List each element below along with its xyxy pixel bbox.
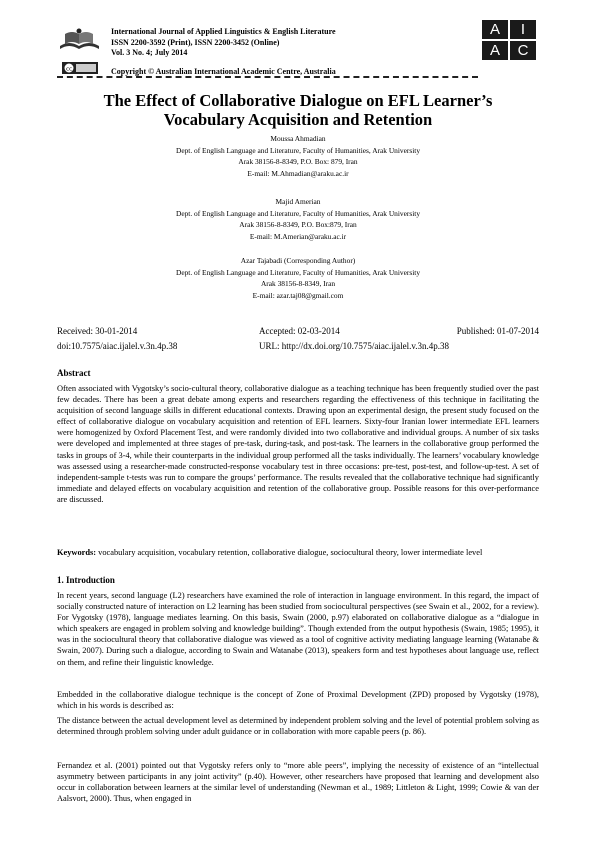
author-name: Azar Tajabadi (Corresponding Author)	[240, 256, 356, 265]
article-url[interactable]: URL: http://dx.doi.org/10.7575/aiac.ijalel.v.3n.4p.38	[259, 341, 449, 351]
abstract-heading: Abstract	[57, 368, 91, 378]
aiac-letter: C	[510, 41, 536, 60]
intro-paragraph-3: Fernandez et al. (2001) pointed out that Vygotsky refers only to “more able peers”, implying the necessity of existence of an “intellectual asymmetry between participants in any joint activity” (p.40). However, other researchers have proposed that learning and development also occur in collaboration between learners at the similar level of understanding (Newman et al., 1989; Littleton & Light, 1999; Cowie & van der Aalsvort, 2000). Thus, when engaged in	[57, 761, 539, 804]
keywords	[57, 547, 539, 558]
keywords-list: vocabulary acquisition, vocabulary retention, collaborative dialogue, sociocultural theory, lower intermediate level	[98, 548, 483, 557]
aiac-letter: A	[482, 20, 508, 39]
author-address: Arak 38156-8-8349, P.O. Box:879, Iran	[239, 220, 357, 229]
author-email[interactable]: E-mail: M.Amerian@araku.ac.ir	[249, 231, 347, 241]
published-date: Published: 01-07-2014	[456, 326, 539, 336]
doi[interactable]: doi:10.7575/aiac.ijalel.v.3n.4p.38	[57, 341, 178, 351]
aiac-letter: I	[510, 20, 536, 39]
title-line-1: The Effect of Collaborative Dialogue on EFL Learner’s	[103, 91, 493, 110]
author-name: Majid Amerian	[275, 197, 321, 206]
journal-info	[111, 27, 336, 59]
author-email[interactable]: E-mail: azar.taj08@gmail.com	[252, 290, 344, 300]
author-dept: Dept. of English Language and Literature, Faculty of Humanities, Arak University	[175, 208, 421, 218]
abstract-text: Often associated with Vygotsky’s socio-cultural theory, collaborative dialogue as a teaching technique has been frequently studied over the past few decades. There has been a great debate among experts and researchers regarding the effectiveness of this technique in facilitating the acquisition of second language skills in different educational contexts. Drawing upon an experimental design, the present study focused on the effect of collaborative dialogue on vocabulary acquisition and retention of EFL learners. Sixty-four Iranian lower intermediate EFL learners were homogenized by Oxford Placement Test, and were randomly divided into two collaborative and individual groups. A number of six tasks were developed and implemented at three stages of pre-task, during-task, and post-task. The learners in the collaborative group performed the tasks in groups of 3-4, while their counterparts in the individual group performed all the tasks individually. The learners’ vocabulary knowledge was assessed using a researcher-made constructed-response vocabulary test in three occasions: pre-test, post-test, and follow-up-test. A set of independent-sample t-tests was run to compare the groups’ performance. The results revealed that the collaborative technique had significantly immediate and delayed effects on vocabulary acquisition and retention of the collaborative group. Possible reasons for this over-performance are discussed.	[57, 384, 539, 504]
header-divider	[57, 76, 478, 78]
journal-volume: Vol. 3 No. 4; July 2014	[111, 48, 188, 57]
author-dept: Dept. of English Language and Literature, Faculty of Humanities, Arak University	[175, 267, 421, 277]
aiac-letter: A	[482, 41, 508, 60]
author-3	[57, 255, 539, 301]
author-2	[57, 196, 539, 242]
keywords-label: Keywords:	[57, 548, 97, 557]
journal-logo	[57, 26, 102, 52]
intro-quote: The distance between the actual development level as determined by independent problem solving and the level of potential problem solving as determined through problem solving under adult guidance or in collaboration with more capable peers (p. 86).	[57, 716, 539, 737]
journal-header	[57, 20, 539, 76]
paper-title	[57, 91, 539, 129]
author-dept: Dept. of English Language and Literature, Faculty of Humanities, Arak University	[175, 145, 421, 155]
author-address: Arak 38156-8-8349, Iran	[260, 279, 336, 288]
svg-text:cc: cc	[66, 66, 73, 73]
intro-paragraph-2: Embedded in the collaborative dialogue technique is the concept of Zone of Proximal Development (ZPD) proposed by Vygotsky (1978), which in his words is described as:	[57, 690, 539, 711]
author-1	[57, 133, 539, 179]
introduction-heading: 1. Introduction	[57, 575, 115, 585]
author-address: Arak 38156-8-8349, P.O. Box: 879, Iran	[238, 157, 358, 166]
intro-paragraph-1: In recent years, second language (L2) researchers have examined the role of interaction in language environment. In this regard, the impact of socially constructed nature of interaction on L2 learning has been studied from sociocultural perspectives (see Swain et al., 2002, for a review). For Vygotsky (1978), language mediates learning. On this basis, Swain (2000, p.97) elaborated on collaborative dialogue as a “dialogue in which speakers are engaged in problem solving and knowledge building”. Though extended from the output hypothesis (Swain, 1985; 1995), it was in the sociocultural theory that collaborative dialogue was viewed as a tool of cognitive activity mediating language learning (Watanabe & Swain, 2007). During such a dialogue, according to Swain and Watanabe (2013), speakers form and test hypotheses about language use, reflect on them, and refine their linguistic knowledge.	[57, 591, 539, 667]
author-email[interactable]: E-mail: M.Ahmadian@araku.ac.ir	[247, 168, 349, 178]
title-line-2: Vocabulary Acquisition and Retention	[163, 110, 433, 129]
journal-issn: ISSN 2200-3592 (Print), ISSN 2200-3452 (Online)	[111, 37, 280, 47]
cc-license-icon	[62, 62, 98, 74]
copyright-notice: Copyright © Australian International Academic Centre, Australia	[111, 67, 336, 76]
aiac-logo	[482, 20, 538, 82]
accepted-date: Accepted: 02-03-2014	[259, 326, 340, 336]
author-name: Moussa Ahmadian	[270, 134, 326, 143]
received-date: Received: 30-01-2014	[57, 326, 138, 336]
journal-name: International Journal of Applied Linguistics & English Literature	[111, 27, 336, 36]
